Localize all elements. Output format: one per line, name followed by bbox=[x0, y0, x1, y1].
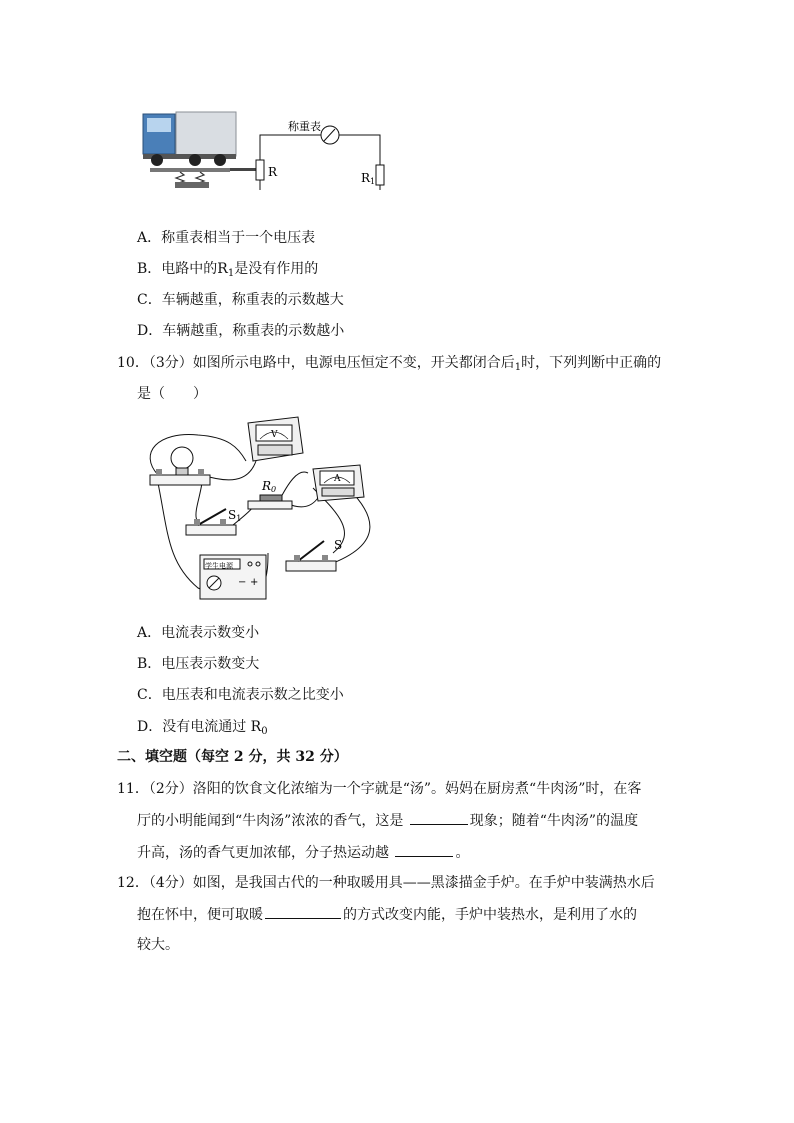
resistor-r-label: R bbox=[268, 165, 278, 179]
ammeter bbox=[313, 465, 364, 501]
switch-s bbox=[286, 538, 342, 571]
q10-stem-line2: 是（ ） bbox=[137, 386, 207, 402]
voltmeter bbox=[248, 417, 303, 461]
q12-line1: 12．（4分）如图，是我国古代的一种取暖用具——黑漆描金手炉。在手炉中装满热水后 bbox=[117, 875, 655, 891]
switch-s1 bbox=[186, 508, 241, 535]
svg-text:R0: R0 bbox=[262, 479, 277, 494]
q10-stem-line1: 10．（3分）如图所示电路中，电源电压恒定不变，开关都闭合后$_1$时，下列判断中正确的 bbox=[117, 355, 662, 373]
q10-option-b: B．电压表示数变大 bbox=[137, 656, 260, 672]
svg-text:−: − bbox=[238, 577, 247, 588]
lightbulb-icon bbox=[171, 447, 193, 469]
q11-blank-2[interactable] bbox=[395, 842, 453, 857]
truck-scale-circuit-figure bbox=[140, 110, 400, 190]
meter-label: 称重表 bbox=[288, 120, 321, 133]
q12-line2: 抱在怀中，便可取暖 的方式改变内能，手炉中装热水，是利用了水的 bbox=[137, 904, 637, 925]
weighing-meter-icon bbox=[321, 126, 339, 144]
q9-option-d: D．车辆越重，称重表的示数越小 bbox=[137, 323, 345, 339]
q12-line3: 较大。 bbox=[137, 937, 179, 953]
svg-text:学生电源: 学生电源 bbox=[205, 562, 233, 570]
section-heading: 二、填空题（每空 2 分，共 32 分） bbox=[117, 749, 348, 765]
svg-text:V: V bbox=[271, 430, 278, 440]
svg-text:S1: S1 bbox=[228, 508, 242, 523]
svg-text:+: + bbox=[250, 577, 259, 588]
q11-line1: 11．（2分）洛阳的饮食文化浓缩为一个字就是“汤”。妈妈在厨房煮“牛肉汤”时，在客 bbox=[117, 781, 642, 797]
q9-option-a: A．称重表相当于一个电压表 bbox=[137, 230, 316, 246]
q10-circuit-figure bbox=[138, 413, 388, 603]
q10-option-a: A．电流表示数变小 bbox=[137, 625, 260, 641]
q9-option-b: B．电路中的$R_1$是没有作用的 bbox=[137, 261, 319, 279]
svg-text:A: A bbox=[334, 474, 341, 484]
resistor-r0 bbox=[248, 479, 292, 509]
q12-blank-1[interactable] bbox=[265, 904, 341, 919]
q9-option-c: C．车辆越重，称重表的示数越大 bbox=[137, 292, 344, 308]
q11-blank-1[interactable] bbox=[410, 810, 468, 825]
q11-line2: 厅的小明能闻到“牛肉汤”浓浓的香气，这是 现象；随着“牛肉汤”的温度 bbox=[137, 810, 638, 831]
lamp-board bbox=[150, 447, 210, 485]
resistor-r bbox=[256, 160, 264, 180]
svg-text:S: S bbox=[334, 538, 343, 552]
resistor-r1 bbox=[376, 165, 384, 185]
power-supply bbox=[200, 555, 266, 599]
resistor-r1-label: R1 bbox=[361, 171, 376, 186]
q11-line3: 升高，汤的香气更加浓郁，分子热运动越 。 bbox=[137, 842, 469, 863]
q10-option-d: D．没有电流通过 $R_0$ bbox=[137, 719, 268, 737]
truck-image bbox=[143, 112, 258, 188]
q10-option-c: C．电压表和电流表示数之比变小 bbox=[137, 687, 344, 703]
